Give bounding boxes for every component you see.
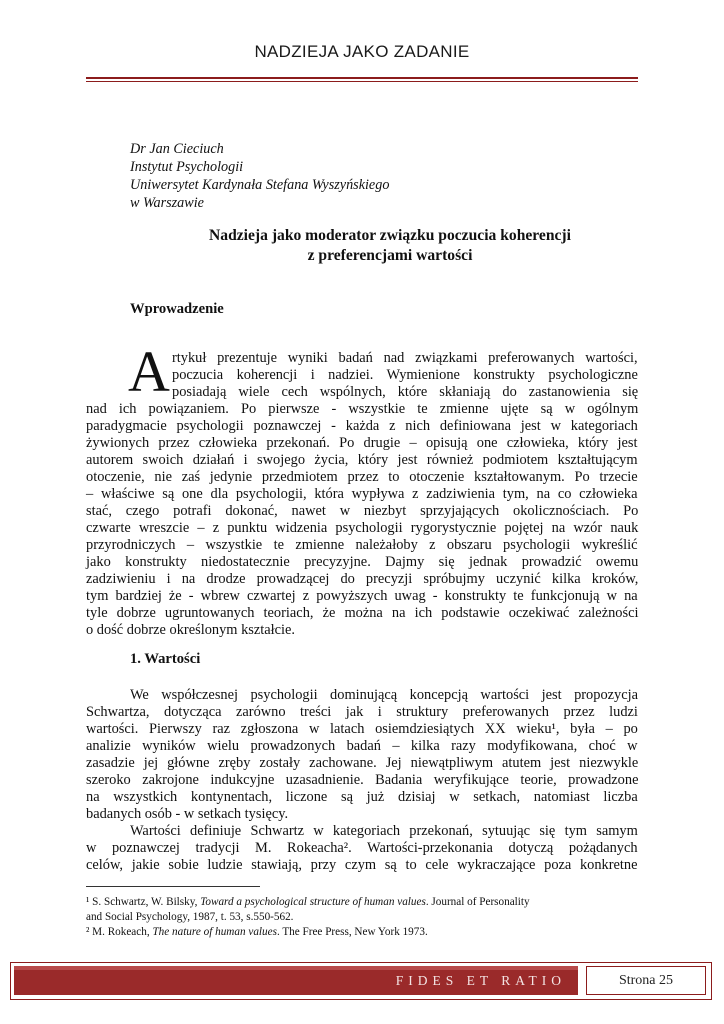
intro-line: zadziwieniu i na drodze prowadzącej do precyzji spróbujmy uczynić kilka kroków,: [86, 571, 639, 587]
article-title: [130, 226, 650, 266]
running-header: NADZIEJA JAKO ZADANIE: [254, 42, 470, 61]
intro-line: autorem swoich działań i swojego życia, który jest również podmiotem kształtującym: [86, 452, 638, 468]
intro-line: otoczenie, nie zaś jedynie przedmiotem przez to otoczenie kształtowanym. Po trzecie: [86, 469, 638, 485]
footnote-1-suffix: . Journal of Personality: [425, 896, 530, 908]
intro-line: stać, czego potrafi dokonać, nawet w niezbyt sprzyjających okolicznościach. Po: [86, 503, 639, 519]
section-line: szeroko zakrojone indukcyjne uzasadnienie. Badania weryfikujące teorie, prowadzone: [86, 772, 639, 788]
section-line: wartości. Pierwszy raz zgłoszona w latach osiemdziesiątych XX wieku¹, była – po: [86, 721, 638, 737]
intro-line: – właściwe są one dla psychologii, która wypływa z zadziwienia tym, na co człowieka: [86, 486, 638, 502]
intro-line: paradygmacie psychologii poznawczej - każda z nich definiowana jest w kategoriach: [86, 418, 638, 434]
footnote-1-title: Toward a psychological structure of human values: [200, 896, 426, 908]
footnote-1-prefix: ¹ S. Schwartz, W. Bilsky,: [86, 896, 201, 908]
intro-line: czwarte wreszcie – z punktu widzenia psychologii rygorystycznie pojętej na wzór nauk: [86, 520, 639, 536]
footer-motto: FIDES ET RATIO: [395, 973, 566, 988]
page-number: Strona 25: [586, 966, 706, 995]
footnote-2-suffix: . The Free Press, New York 1973.: [276, 926, 428, 938]
section-line: w poznawczej tradycji M. Rokeacha². Wartości-przekonania dotyczą pożądanych: [86, 840, 638, 856]
intro-line: tyle dobrze ugruntowanych teoriach, że można na ich podstawie oczekiwać zależności: [86, 605, 639, 621]
intro-line: nad ich powiązaniem. Po pierwsze - wszystkie te zmienne ujęte są w ogólnym: [86, 401, 639, 417]
article-title-line1: Nadzieja jako moderator związku poczucia koherencji: [209, 227, 571, 244]
section-line: Schwartza, dotycząca zarówno treści jak i struktury preferowanych przez ludzi: [86, 704, 638, 720]
section-line: zasadzie jej główne zręby zostały zachowane. Jej niewątpliwym atutem jest niezwykle: [86, 755, 639, 771]
section-line: celów, jakie sobie ludzie stawiają, przy czym są to cele wykraczające poza konkretne: [86, 857, 638, 873]
author-name: Dr Jan Cieciuch: [130, 141, 224, 157]
intro-line: poczucia koherencji i nadziei. Wymienione konstrukty psychologiczne: [172, 367, 638, 383]
footnote-rule: [86, 886, 260, 887]
section-line: na wszystkich kontynentach, liczone są już dzisiaj w setkach, natomiast liczba: [86, 789, 638, 805]
footnote-1-line2: and Social Psychology, 1987, t. 53, s.550-562.: [86, 911, 294, 923]
footnote-2-prefix: ² M. Rokeach,: [86, 926, 153, 938]
section-line: badanych osób - w setkach tysięcy.: [86, 806, 289, 822]
intro-line: tym bardziej że - wbrew czwartej z powyższych uwag - konstrukty te funkcjonują w na: [86, 588, 638, 604]
intro-line: o dość dobrze określonym kształcie.: [86, 622, 296, 638]
section-line: analizie wyników wielu prowadzonych badań – kilka razy modyfikowana, choć w: [86, 738, 638, 754]
author-city: w Warszawie: [130, 195, 204, 211]
intro-line: jako konstrukty niedostatecznie precyzyjne. Dajmy się jednak prowadzić owemu: [86, 554, 639, 570]
header-rule-thin: [86, 81, 638, 82]
section-line: Wartości definiuje Schwartz w kategoriach przekonań, sytuując się tym samym: [130, 823, 638, 839]
section-line: We współczesnej psychologii dominującą koncepcją wartości jest propozycja: [130, 687, 639, 703]
intro-line: rtykuł prezentuje wyniki badań nad związkami preferowanych wartości,: [172, 350, 638, 366]
header-rule: [86, 77, 638, 79]
footnote-2: [86, 925, 638, 940]
intro-line: żywionych przez człowieka przekonań. Po drugie – opisują one człowieka, który jest: [86, 435, 638, 451]
author-university: Uniwersytet Kardynała Stefana Wyszyńskiego: [130, 177, 390, 193]
author-block: [130, 140, 389, 212]
intro-line: przyrodniczych – wszystkie te zmienne należałoby z obszaru psychologii wykreślić: [86, 537, 638, 553]
intro-heading: Wprowadzenie: [130, 301, 224, 317]
article-title-line2: z preferencjami wartości: [307, 247, 473, 264]
footnote-2-title: The nature of human values: [152, 926, 277, 938]
footnote-1: [86, 895, 638, 910]
section-heading: 1. Wartości: [130, 651, 201, 667]
intro-line: posiadają wiele cech wspólnych, które skłaniają do zastanowienia się: [172, 384, 639, 400]
author-institute: Instytut Psychologii: [130, 159, 244, 175]
drop-cap: A: [128, 339, 170, 404]
